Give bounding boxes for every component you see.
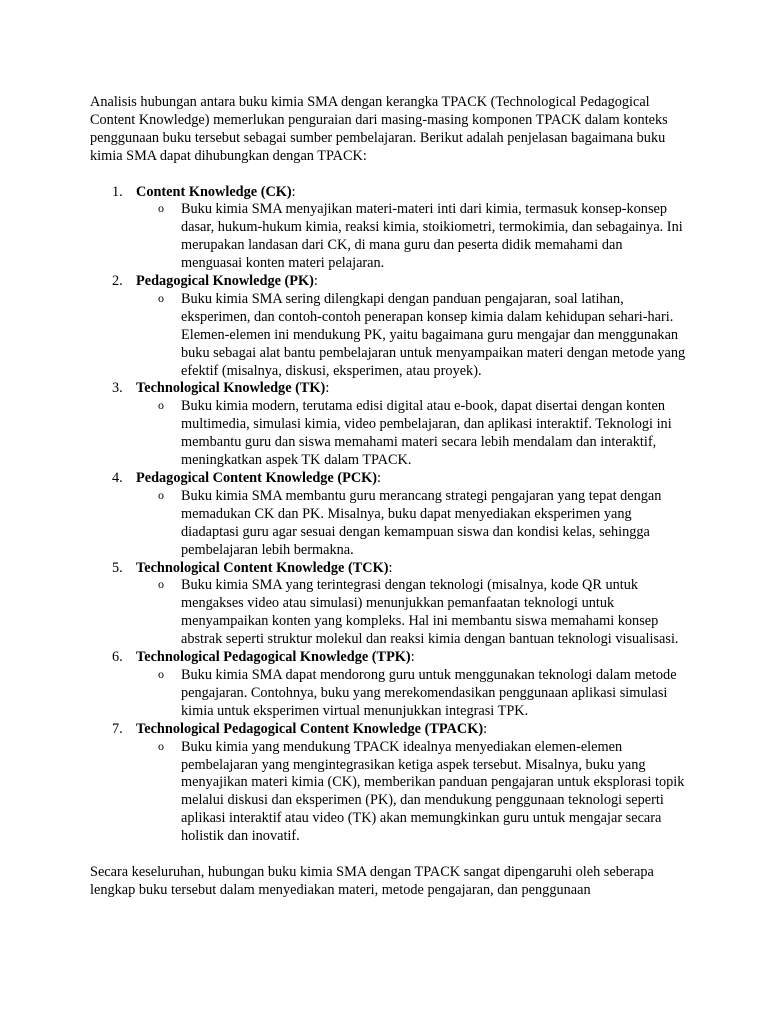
item-heading <box>136 273 686 291</box>
item-colon: : <box>325 380 330 397</box>
bullet-icon: o <box>158 666 164 681</box>
item-colon: : <box>410 649 415 666</box>
list-item <box>90 273 686 380</box>
item-title: Pedagogical Content Knowledge (PCK) <box>136 470 378 487</box>
item-heading <box>136 184 686 202</box>
item-title: Technological Pedagogical Knowledge (TPK) <box>136 649 411 666</box>
item-number: 1. <box>112 183 123 200</box>
item-description: Buku kimia yang mendukung TPACK idealnya menyediakan elemen-elemen pembelajaran yang mengintegrasikan ketiga aspek tersebut. Misalnya, buku yang menyajikan materi kimia (CK), memberikan panduan pengajaran untuk eksplorasi topik melalui diskusi dan eksperimen (PK), dan mendukung penggunaan teknologi seperti aplikasi interaktif atau video (TK) akan memungkinkan guru untuk mengajar secara holistik dan inovatif. <box>181 738 685 845</box>
bullet-icon: o <box>158 738 164 753</box>
item-title: Technological Pedagogical Content Knowledge (TPACK) <box>136 720 484 737</box>
document-page <box>90 94 686 900</box>
item-description: Buku kimia SMA yang terintegrasi dengan teknologi (misalnya, kode QR untuk mengakses video atau simulasi) menunjukkan pemanfaatan teknologi untuk menyampaikan konten yang kompleks. Hal ini membantu siswa memahami konsep abstrak seperti struktur molekul dan reaksi kimia dengan bantuan teknologi visualisasi. <box>181 577 679 648</box>
list-item <box>90 184 686 274</box>
item-heading <box>136 721 686 739</box>
item-colon: : <box>483 720 488 737</box>
sub-list-item <box>136 667 686 721</box>
bullet-icon: o <box>158 577 164 592</box>
sub-list-item <box>136 201 686 273</box>
list-item <box>90 721 686 846</box>
list-item <box>90 649 686 721</box>
item-number: 2. <box>112 273 123 290</box>
item-colon: : <box>313 273 318 290</box>
sub-list-item <box>136 291 686 381</box>
tpack-component-list <box>90 184 686 847</box>
sub-list-item <box>136 739 686 846</box>
item-heading <box>136 649 686 667</box>
sub-list <box>136 488 686 560</box>
item-number: 4. <box>112 470 123 487</box>
item-description: Buku kimia SMA dapat mendorong guru untuk menggunakan teknologi dalam metode pengajaran. Contohnya, buku yang merekomendasikan penggunaan aplikasi simulasi kimia untuk eksperimen virtual menunjukkan integrasi TPK. <box>181 666 677 719</box>
item-colon: : <box>377 470 382 487</box>
sub-list-item <box>136 398 686 470</box>
bullet-icon: o <box>158 290 164 305</box>
item-colon: : <box>388 559 393 576</box>
item-number: 3. <box>112 380 123 397</box>
item-title: Content Knowledge (CK) <box>136 183 292 200</box>
closing-paragraph: Secara keseluruhan, hubungan buku kimia SMA dengan TPACK sangat dipengaruhi oleh seberapa lengkap buku tersebut dalam menyediakan materi, metode pengajaran, dan penggunaan <box>90 863 654 898</box>
item-number: 6. <box>112 649 123 666</box>
item-description: Buku kimia SMA menyajikan materi-materi inti dari kimia, termasuk konsep-konsep dasar, hukum-hukum kimia, reaksi kimia, stoikiometri, termokimia, dan sebagainya. Ini merupakan landasan dari CK, di mana guru dan peserta didik memahami dan menguasai konten materi pelajaran. <box>181 201 683 272</box>
sub-list <box>136 739 686 846</box>
item-title: Technological Content Knowledge (TCK) <box>136 559 389 576</box>
item-colon: : <box>291 183 296 200</box>
bullet-icon: o <box>158 201 164 216</box>
bullet-icon: o <box>158 487 164 502</box>
sub-list <box>136 201 686 273</box>
sub-list-item <box>136 577 686 649</box>
list-item <box>90 470 686 560</box>
item-heading <box>136 560 686 578</box>
item-title: Pedagogical Knowledge (PK) <box>136 273 314 290</box>
item-number: 7. <box>112 720 123 737</box>
item-title: Technological Knowledge (TK) <box>136 380 326 397</box>
item-description: Buku kimia SMA sering dilengkapi dengan panduan pengajaran, soal latihan, eksperimen, dan contoh-contoh penerapan konsep kimia dalam kehidupan sehari-hari. Elemen-elemen ini mendukung PK, yaitu bagaimana guru mengajar dan menggunakan buku sebagai alat bantu pembelajaran untuk menyampaikan materi dengan metode yang efektif (misalnya, diskusi, eksperimen, atau proyek). <box>181 290 686 379</box>
bullet-icon: o <box>158 398 164 413</box>
sub-list-item <box>136 488 686 560</box>
item-description: Buku kimia SMA membantu guru merancang strategi pengajaran yang tepat dengan memadukan CK dan PK. Misalnya, buku dapat menyediakan eksperimen yang diadaptasi guru agar sesuai dengan kemampuan siswa dan kondisi kelas, sehingga pembelajaran lebih bermakna. <box>181 487 662 558</box>
intro-paragraph: Analisis hubungan antara buku kimia SMA dengan kerangka TPACK (Technological Pedagogical Content Knowledge) memerlukan penguraian dari masing-masing komponen TPACK dalam konteks penggunaan buku tersebut sebagai sumber pembelajaran. Berikut adalah penjelasan bagaimana buku kimia SMA dapat dihubungkan dengan TPACK: <box>90 94 668 164</box>
item-description: Buku kimia modern, terutama edisi digital atau e-book, dapat disertai dengan konten multimedia, simulasi kimia, video pembelajaran, dan aplikasi interaktif. Teknologi ini membantu guru dan siswa memahami materi secara lebih mendalam dan interaktif, meningkatkan aspek TK dalam TPACK. <box>181 398 672 469</box>
item-heading <box>136 380 686 398</box>
sub-list <box>136 667 686 721</box>
list-item <box>90 560 686 650</box>
item-number: 5. <box>112 559 123 576</box>
list-item <box>90 380 686 470</box>
sub-list <box>136 398 686 470</box>
sub-list <box>136 577 686 649</box>
item-heading <box>136 470 686 488</box>
sub-list <box>136 291 686 381</box>
